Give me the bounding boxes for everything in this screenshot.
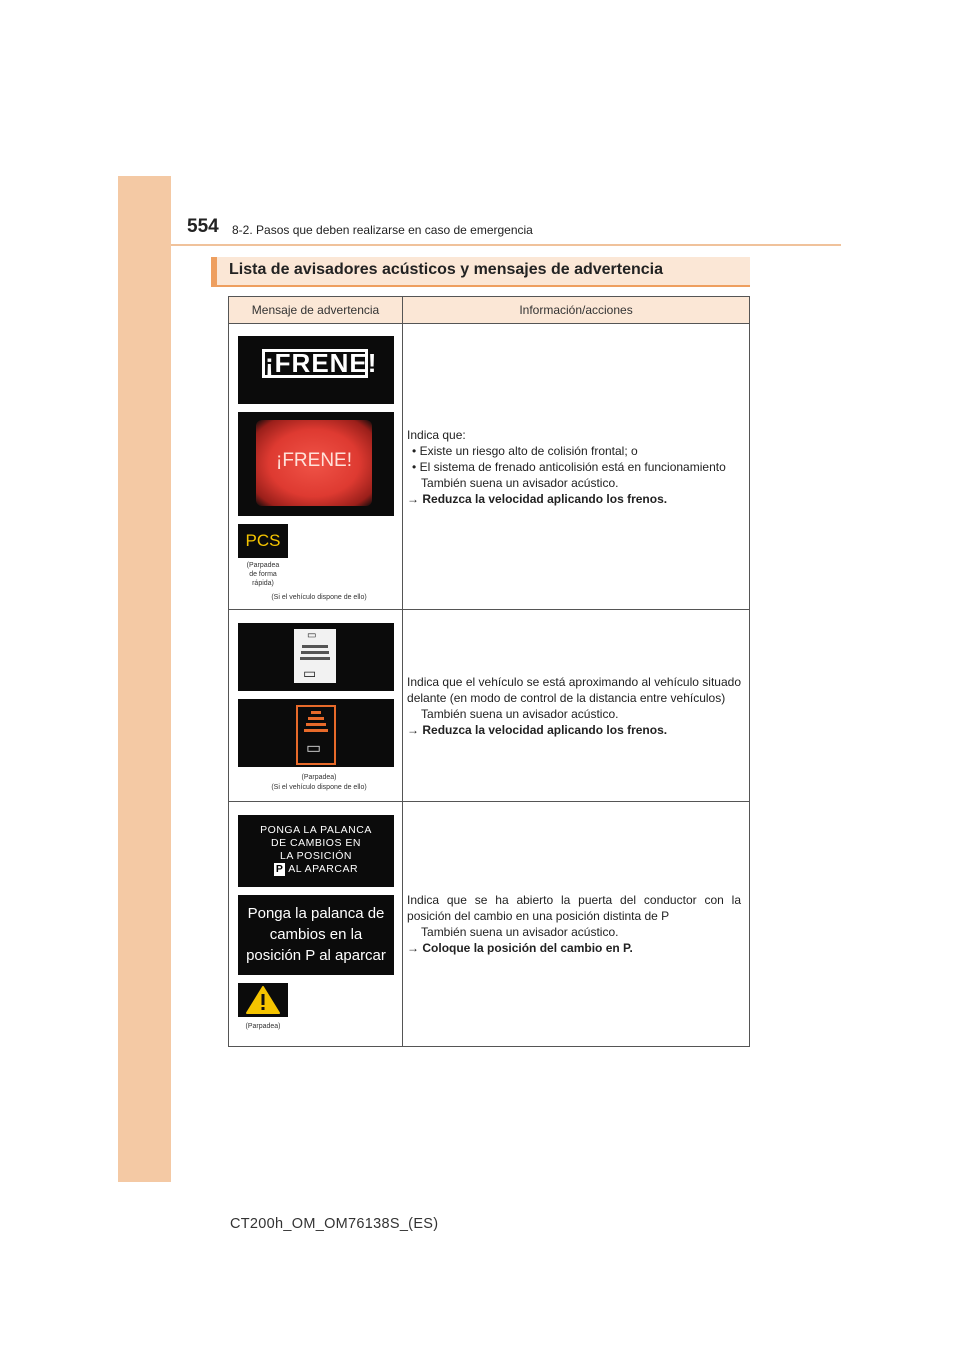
display-park-monochrome <box>238 815 394 887</box>
section-title: Lista de avisadores acústicos y mensajes de advertencia <box>229 261 663 278</box>
warning-table <box>228 296 750 1047</box>
info-bullet: • El sistema de frenado anticolisión está en funcionamiento <box>412 459 726 474</box>
arrow-icon: → <box>407 941 420 955</box>
bullet-text: Existe un riesgo alto de colisión frontal; o <box>419 443 638 458</box>
own-car-icon: ▭ <box>306 740 322 757</box>
park-line <box>248 863 384 876</box>
document-code: CT200h_OM_OM76138S_(ES) <box>230 1216 439 1232</box>
header-rule <box>171 244 841 246</box>
info-extra: También suena un avisador acústico. <box>421 925 619 939</box>
arrow-icon: → <box>407 722 420 737</box>
park-line: Ponga la palanca de <box>247 905 385 922</box>
display-distance-color <box>238 699 394 767</box>
frene-text: ¡FRENE! <box>265 348 378 378</box>
table-row <box>229 802 750 1047</box>
distance-graphic-color <box>296 705 336 765</box>
park-message-lower <box>244 903 388 966</box>
park-message-upper <box>248 824 384 876</box>
info-action <box>407 491 741 507</box>
distance-graphic <box>294 629 336 683</box>
info-extra: También suena un avisador acústico. <box>421 706 619 721</box>
table-row <box>229 324 750 610</box>
info-extra: También suena un avisador acústico. <box>421 475 619 490</box>
column-header-message: Mensaje de advertencia <box>229 297 403 324</box>
pcs-indicator-icon: PCS <box>238 524 288 558</box>
chapter-title: 8-2. Pasos que deben realizarse en caso de emergencia <box>232 223 533 237</box>
display-brake-monochrome <box>238 336 394 404</box>
info-intro: Indica que el vehículo se está aproximando al vehículo situado delante (en modo de control de la distancia entre vehículos) <box>407 674 741 705</box>
distance-bar <box>302 645 328 648</box>
table-header-row <box>229 297 750 324</box>
distance-bar <box>308 717 324 720</box>
display-distance-monochrome <box>238 623 394 691</box>
flash-note-line: rápida) <box>252 580 274 587</box>
side-band <box>118 176 171 1182</box>
page-number: 554 <box>187 216 219 237</box>
flash-note: (Parpadea) <box>301 774 337 781</box>
flash-note <box>233 561 293 588</box>
info-action <box>407 722 741 738</box>
bullet-text: El sistema de frenado anticolisión está en funcionamiento <box>419 459 726 474</box>
flash-note-line: (Parpadea <box>246 562 280 569</box>
park-line: cambios en la <box>269 926 363 943</box>
warning-triangle-icon <box>238 983 288 1017</box>
frene-label-box <box>262 348 378 378</box>
arrow-icon: → <box>407 491 420 506</box>
distance-bar <box>301 651 329 654</box>
column-header-info: Información/acciones <box>403 297 750 324</box>
distance-bar <box>300 657 330 660</box>
own-car-icon: ▭ <box>303 665 317 681</box>
info-action <box>407 940 741 956</box>
frene-color-text: ¡FRENE! <box>276 450 352 471</box>
display-brake-color <box>238 412 394 516</box>
lead-car-icon: ▭ <box>307 630 317 641</box>
flash-note-line: de forma <box>249 571 277 578</box>
action-text: Reduzca la velocidad aplicando los frenos. <box>422 491 668 506</box>
message-cell-park <box>229 802 403 1047</box>
distance-bar <box>304 729 328 732</box>
park-line: DE CAMBIOS EN <box>271 837 361 849</box>
distance-bar <box>311 711 321 714</box>
info-cell-brake <box>403 324 750 610</box>
p-position-icon: P <box>275 863 284 875</box>
message-cell-distance <box>229 610 403 802</box>
action-text: Reduzca la velocidad aplicando los frenos. <box>422 722 668 737</box>
flash-note: (Parpadea) <box>245 1023 281 1030</box>
info-cell-park <box>403 802 750 1047</box>
section-heading-bar <box>211 257 750 287</box>
display-park-color <box>238 895 394 975</box>
equipment-note: (Si el vehículo dispone de ello) <box>271 784 367 791</box>
frene-red-glow <box>256 420 372 506</box>
park-line: LA POSICIÓN <box>279 850 353 862</box>
table-row <box>229 610 750 802</box>
info-intro: Indica que se ha abierto la puerta del conductor con la posición del cambio en una posición distinta de P <box>407 893 741 923</box>
info-bullet: • Existe un riesgo alto de colisión frontal; o <box>412 443 638 458</box>
park-line: PONGA LA PALANCA <box>260 824 372 836</box>
info-cell-distance <box>403 610 750 802</box>
message-cell-brake <box>229 324 403 610</box>
info-intro: Indica que: <box>407 427 466 442</box>
park-line-text: AL APARCAR <box>288 863 359 875</box>
action-text: Coloque la posición del cambio en P. <box>422 941 633 955</box>
park-line: posición P al aparcar <box>246 947 386 964</box>
equipment-note: (Si el vehículo dispone de ello) <box>271 594 367 601</box>
distance-bar <box>306 723 326 726</box>
